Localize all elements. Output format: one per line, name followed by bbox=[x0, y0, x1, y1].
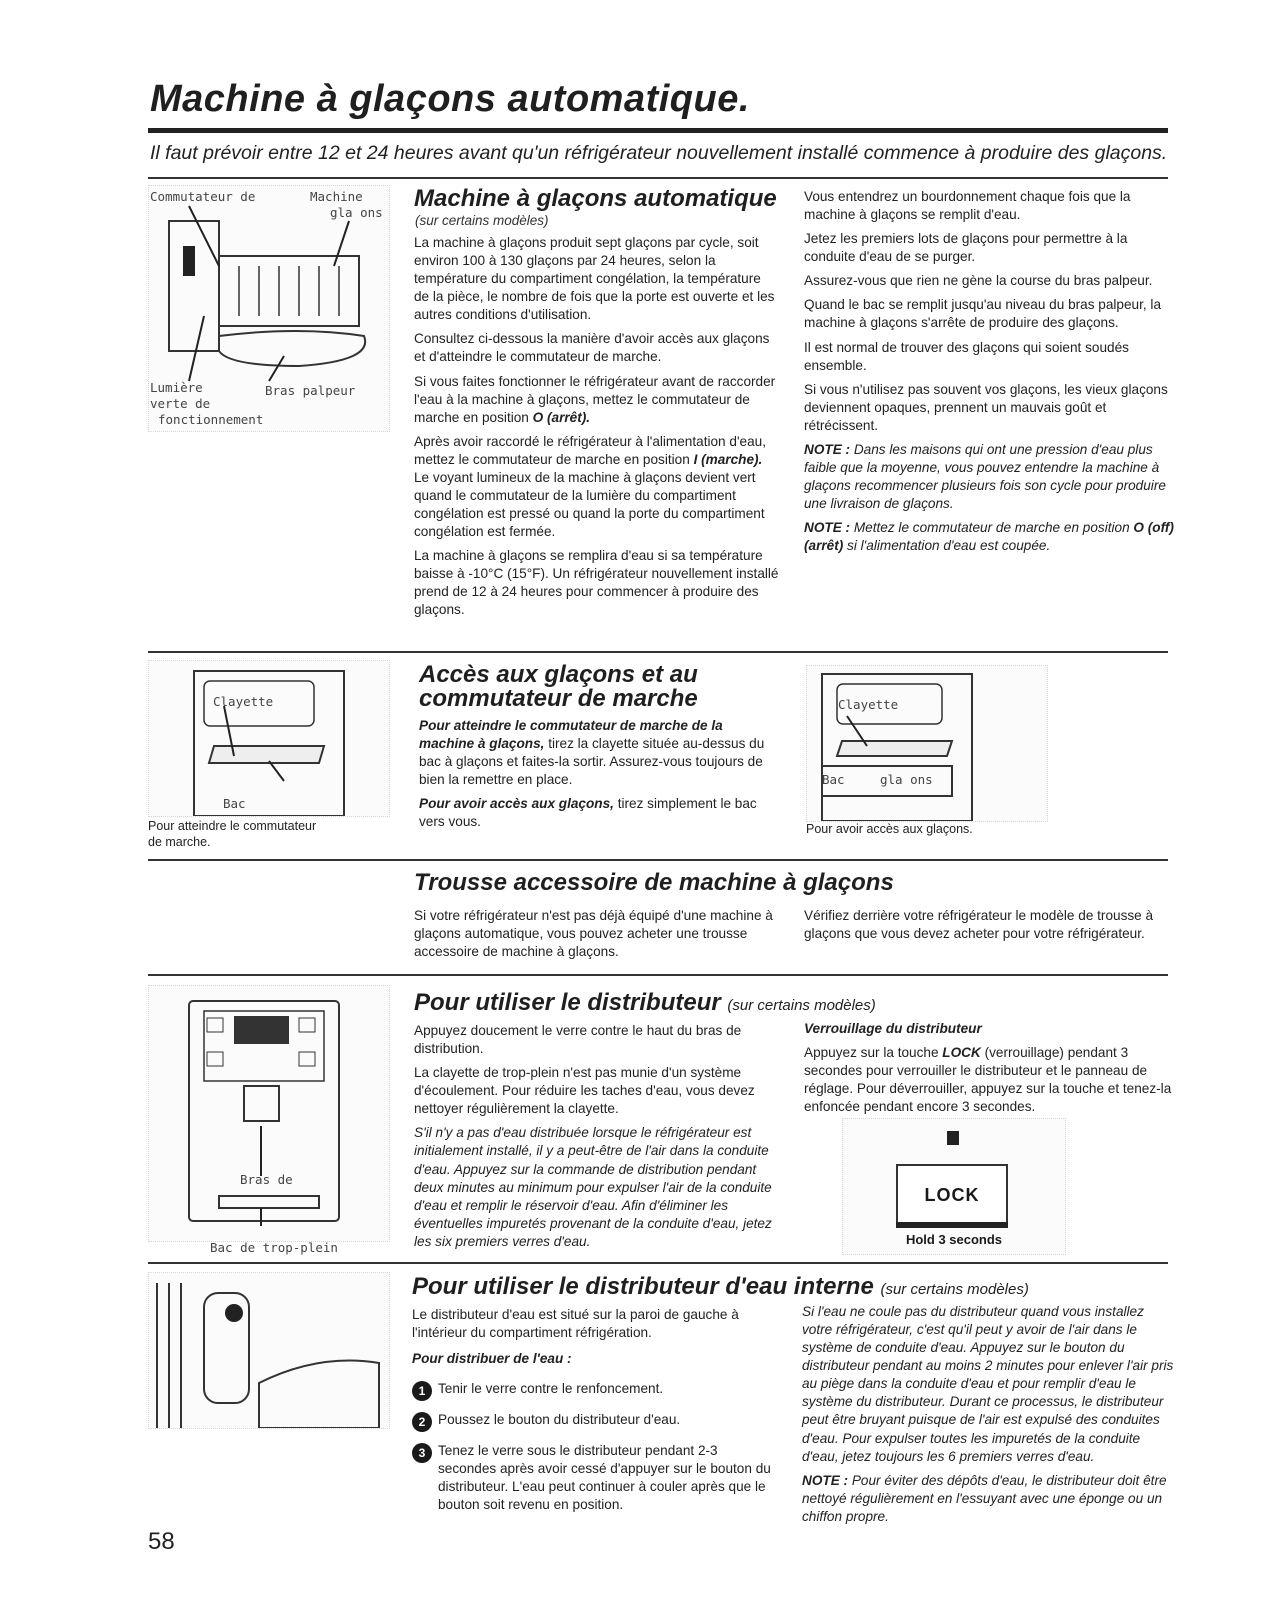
section-divider bbox=[148, 974, 1168, 976]
s4-c2-p1 bbox=[804, 1044, 1176, 1116]
fig-arm-label: Bras de bbox=[240, 1172, 293, 1187]
water-dispenser-illustration bbox=[148, 1272, 390, 1429]
s1-c1-p4 bbox=[414, 433, 779, 541]
s5-c2-p1 bbox=[802, 1303, 1174, 1466]
section2-body bbox=[419, 717, 779, 837]
section5-col1 bbox=[412, 1306, 777, 1525]
section3-title: Trousse accessoire de machine à glaçons bbox=[414, 869, 894, 896]
fig-left-caption: Pour atteindre le commutateur de marche. bbox=[148, 819, 317, 850]
note2-label: NOTE : bbox=[804, 520, 851, 536]
section-divider bbox=[148, 177, 1168, 179]
step-2 bbox=[412, 1411, 777, 1432]
s1-c1-p4b: I (marche). bbox=[693, 451, 763, 467]
s4-c2-heading-text: Verrouillage du distributeur bbox=[804, 1021, 982, 1036]
fig-right-bin-label: Bac bbox=[822, 772, 845, 787]
s2-p1-text: tirez la clayette située au-dessus du bac à glaçons et faites-la sortir. Assurez-vous toujours de bien la remettre en place. bbox=[419, 736, 765, 788]
s1-c1-p3a: Si vous faites fonctionner le réfrigérateur avant de raccorder l'eau à la machine à glaçons, mettez le commutateur de marche en position bbox=[414, 373, 776, 425]
section4-title-text: Pour utiliser le distributeur bbox=[414, 989, 721, 1016]
shelf-access-illustration bbox=[148, 660, 390, 817]
s2-p1-bold: Pour atteindre le commutateur de marche de la machine à glaçons, bbox=[419, 718, 723, 752]
step-text: Tenir le verre contre le renfoncement. bbox=[438, 1381, 664, 1397]
lock-button-illustration bbox=[842, 1118, 1066, 1255]
step-1 bbox=[412, 1380, 777, 1401]
s1-c1-p4a: Après avoir raccordé le réfrigérateur à l'alimentation d'eau, mettez le commutateur de marche en position bbox=[414, 433, 767, 467]
section5-title bbox=[412, 1274, 1029, 1299]
title-rule bbox=[148, 128, 1168, 133]
label-glacons: gla ons bbox=[330, 205, 383, 220]
s5-note-text: Pour éviter des dépôts d'eau, le distributeur doit être nettoyé régulièrement en l'essuyant avec une éponge ou un chiffon propre. bbox=[802, 1472, 1167, 1524]
section4-title bbox=[414, 990, 876, 1015]
label-switch-b: Machine bbox=[310, 189, 363, 204]
s2-p1 bbox=[419, 717, 779, 789]
section5-col2 bbox=[802, 1303, 1174, 1532]
label-light-b: verte de bbox=[150, 396, 211, 411]
fig-left-bin-label: Bac bbox=[223, 796, 246, 811]
section4-col1 bbox=[414, 1022, 779, 1257]
page-number: 58 bbox=[148, 1528, 175, 1555]
lock-button[interactable]: LOCK bbox=[896, 1164, 1008, 1226]
s4-c2-p1c: (verrouillage) pendant 3 secondes pour verrouiller le distributeur et le panneau de réglage. Pour déverrouiller, appuyez sur la touche et tenez-la enfoncée pendant encore 3 secondes. bbox=[804, 1045, 1172, 1115]
fig-left-shelf-label: Clayette bbox=[213, 694, 274, 709]
note2-text-b: O (off) (arrêt) bbox=[804, 520, 1174, 554]
s4-c1-p3-text: S'il n'y a pas d'eau distribuée lorsque le réfrigérateur est initialement installé, il y a peut-être de l'air dans la conduite d'eau. Appuyez sur la commande de distribution pendant deux minutes au minimum pour expulser l'air de la conduite d'eau et remplir le réservoir d'eau. Afin d'éliminer les éventuelles impuretés provenant de la conduite d'eau, jetez les six premiers verres d'eau. bbox=[414, 1125, 772, 1249]
s4-c2-p1b: LOCK bbox=[942, 1045, 981, 1061]
s1-c1-p1: La machine à glaçons produit sept glaçons par cycle, soit environ 100 à 130 glaçons par 24 heures, selon la température du compartiment congélation, la température de la pièce, le nombre de fois que la porte est ouverte et les autres conditions d'utilisation. bbox=[414, 235, 775, 323]
note2-text-a: Mettez le commutateur de marche en position bbox=[850, 520, 1134, 536]
s2-p2-bold: Pour avoir accès aux glaçons, bbox=[419, 796, 614, 812]
s1-c1-p2: Consultez ci-dessous la manière d'avoir accès aux glaçons et d'atteindre le commutateur de marche. bbox=[414, 331, 770, 365]
note1-text: Dans les maisons qui ont une pression d'eau plus faible que la moyenne, vous pouvez entendre la machine à glaçons recommencer plusieurs fois son cycle pour produire une livraison de glaçons. bbox=[804, 441, 1166, 512]
water-dispenser-drawing bbox=[149, 1273, 389, 1428]
label-switch-a: Commutateur de bbox=[150, 189, 256, 204]
fig-right-caption: Pour avoir accès aux glaçons. bbox=[806, 822, 973, 836]
section5-title-small: (sur certains modèles) bbox=[880, 1281, 1029, 1298]
step-number-icon: 1 bbox=[412, 1381, 432, 1401]
s1-c2-p3: Assurez-vous que rien ne gène la course du bras palpeur. bbox=[804, 273, 1153, 289]
s1-c1-p3 bbox=[414, 373, 779, 427]
s1-c2-p1: Vous entendrez un bourdonnement chaque fois que la machine à glaçons se remplit d'eau. bbox=[804, 189, 1131, 223]
note1-label: NOTE : bbox=[804, 441, 851, 457]
intro-text: Il faut prévoir entre 12 et 24 heures avant qu'un réfrigérateur nouvellement installé commence à produire des glaçons. bbox=[150, 142, 1168, 164]
s2-p2 bbox=[419, 795, 779, 831]
label-arm: Bras palpeur bbox=[265, 383, 356, 398]
s5-c1-heading-text: Pour distribuer de l'eau : bbox=[412, 1351, 572, 1367]
s1-c1-p3b: O (arrêt). bbox=[532, 409, 591, 425]
lock-indicator-icon bbox=[947, 1131, 959, 1145]
fig-tray-label: Bac de trop-plein bbox=[210, 1240, 338, 1255]
s1-c2-p2: Jetez les premiers lots de glaçons pour permettre à la conduite d'eau de se purger. bbox=[804, 231, 1128, 265]
section1-title: Machine à glaçons automatique bbox=[414, 185, 777, 212]
s1-c2-p5: Il est normal de trouver des glaçons qui soient soudés ensemble. bbox=[804, 339, 1129, 373]
section4-col2 bbox=[804, 1020, 1176, 1122]
s1-c2-p4: Quand le bac se remplit jusqu'au niveau du bras palpeur, la machine à glaçons s'arrête de produire des glaçons. bbox=[804, 297, 1162, 331]
s4-c1-p2: La clayette de trop-plein n'est pas munie d'un système d'écoulement. Pour réduire les taches d'eau, vous devez nettoyer régulièrement la clayette. bbox=[414, 1065, 755, 1117]
s2-p2-text: tirez simplement le bac vers vous. bbox=[419, 796, 757, 830]
dispenser-drawing bbox=[149, 986, 389, 1241]
section2-title-line2: commutateur de marche bbox=[419, 685, 698, 712]
s5-c1-p1: Le distributeur d'eau est situé sur la paroi de gauche à l'intérieur du compartiment réfrigération. bbox=[412, 1307, 739, 1341]
section4-title-small: (sur certains modèles) bbox=[727, 997, 876, 1014]
s1-c2-note1 bbox=[804, 441, 1176, 513]
shelf-drawing bbox=[149, 661, 389, 816]
section1-subtitle: (sur certains modèles) bbox=[415, 213, 549, 228]
section3-col1: Si votre réfrigérateur n'est pas déjà équipé d'une machine à glaçons automatique, vous pouvez acheter une trousse accessoire de machine à glaçons. bbox=[414, 908, 773, 960]
page-title: Machine à glaçons automatique. bbox=[150, 78, 750, 120]
step-text: Tenez le verre sous le distributeur pendant 2-3 secondes après avoir cessé d'appuyer sur le bouton du distributeur. L'eau peut continuer à couler après que le bouton soit revenu en position. bbox=[438, 1443, 771, 1513]
s4-c1-p3 bbox=[414, 1124, 779, 1251]
section-divider bbox=[148, 651, 1168, 653]
section-divider bbox=[148, 859, 1168, 861]
lock-caption: Hold 3 seconds bbox=[905, 1232, 1003, 1247]
step-number-icon: 2 bbox=[412, 1412, 432, 1432]
step-3 bbox=[412, 1442, 777, 1514]
s4-c1-p1: Appuyez doucement le verre contre le haut du bras de distribution. bbox=[414, 1023, 742, 1057]
lock-button-shadow bbox=[896, 1222, 1008, 1228]
fig-right-bin2-label: gla ons bbox=[880, 772, 933, 787]
s5-c2-p1-text: Si l'eau ne coule pas du distributeur quand vous installez votre réfrigérateur, c'est qu'il peut y avoir de l'air dans le système de conduite d'eau. Appuyez sur le bouton du distributeur pendant au moins 2 minutes pour enlever l'air pris au piège dans la conduite d'eau et pour remplir d'eau le système du distributeur. Durant ce processus, le distributeur peut être bruyant puisque de l'air est expulsé des conduites d'eau. Pour expulser toutes les impuretés de la conduite d'eau, jetez toujours les 6 premiers verres d'eau. bbox=[802, 1304, 1174, 1464]
s5-c2-note bbox=[802, 1472, 1174, 1526]
s1-c2-note2 bbox=[804, 519, 1176, 555]
note2-text-c: si l'alimentation d'eau est coupée. bbox=[843, 538, 1051, 554]
step-number-icon: 3 bbox=[412, 1443, 432, 1463]
s4-c2-heading bbox=[804, 1020, 1176, 1038]
fig-right-shelf-label: Clayette bbox=[838, 697, 899, 712]
section1-col1 bbox=[414, 234, 779, 626]
s1-c1-p4c: Le voyant lumineux de la machine à glaçons devient vert quand le commutateur de la lumière du compartiment congélation est pressé ou quand la porte du compartiment congélation est fermée. bbox=[414, 469, 765, 540]
ice-bin-drawing bbox=[807, 666, 1047, 821]
step-text: Poussez le bouton du distributeur d'eau. bbox=[438, 1412, 681, 1428]
label-light-c: fonctionnement bbox=[158, 412, 264, 427]
dispenser-illustration bbox=[148, 985, 390, 1242]
section2-title-line1: Accès aux glaçons et au bbox=[419, 661, 698, 688]
s5-c1-heading bbox=[412, 1350, 777, 1368]
s1-c1-p5: La machine à glaçons se remplira d'eau si sa température baisse à -10°C (15°F). Un réfrigérateur nouvellement installé prend de 12 à 24 heures pour commencer à produire des glaçons. bbox=[414, 548, 779, 618]
section3-col2: Vérifiez derrière votre réfrigérateur le modèle de trousse à glaçons que vous devez acheter pour votre réfrigérateur. bbox=[804, 908, 1154, 942]
ice-access-illustration bbox=[806, 665, 1048, 822]
label-light-a: Lumière bbox=[150, 380, 203, 395]
section-divider bbox=[148, 1262, 1168, 1264]
s1-c2-p6: Si vous n'utilisez pas souvent vos glaçons, les vieux glaçons deviennent opaques, prennent un mauvais goût et rétrécissent. bbox=[804, 381, 1168, 433]
section5-title-text: Pour utiliser le distributeur d'eau interne bbox=[412, 1273, 874, 1300]
s5-note-label: NOTE : bbox=[802, 1472, 849, 1488]
section1-col2 bbox=[804, 188, 1176, 561]
s4-c2-p1a: Appuyez sur la touche bbox=[804, 1045, 943, 1061]
